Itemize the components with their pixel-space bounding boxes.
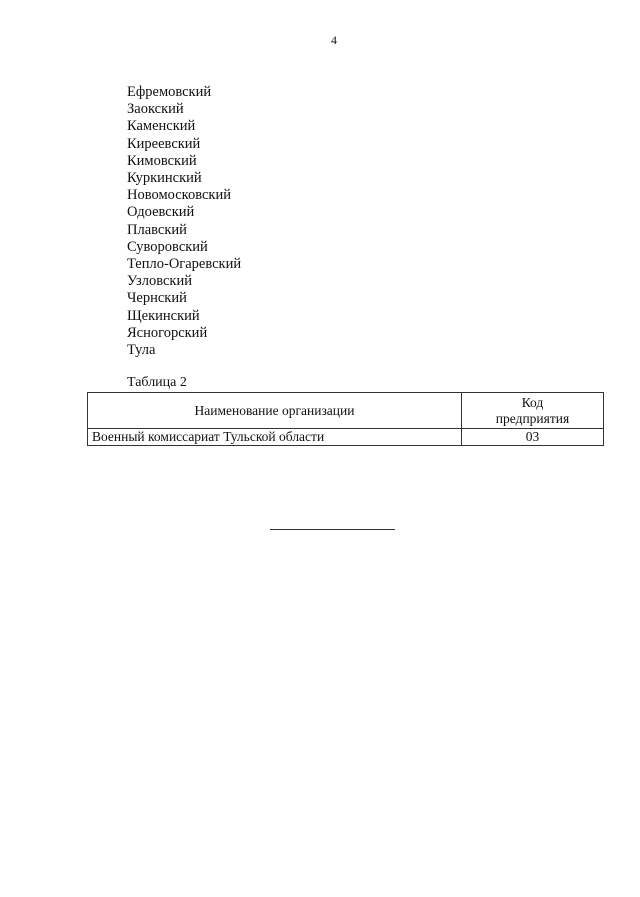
table-header-row xyxy=(88,393,604,429)
district-item: Суворовский xyxy=(127,238,208,255)
district-item: Узловский xyxy=(127,273,192,290)
enterprise-code-cell: 03 xyxy=(462,429,604,446)
header-code-line2: предприятия xyxy=(495,410,570,426)
table-row xyxy=(88,429,604,446)
header-code-line1: Код xyxy=(521,394,544,410)
header-organization-name: Наименование организации xyxy=(88,393,462,429)
district-item: Куркинский xyxy=(127,170,202,187)
district-item: Чернский xyxy=(127,290,187,307)
district-item: Одоевский xyxy=(127,204,195,221)
page-number: 4 xyxy=(331,33,337,47)
organization-table xyxy=(87,392,604,446)
district-item: Ясногорский xyxy=(127,324,208,341)
district-item: Кимовский xyxy=(127,152,197,169)
district-item: Заокский xyxy=(127,101,184,118)
header-enterprise-code xyxy=(462,393,604,429)
district-item: Новомосковский xyxy=(127,187,231,204)
district-item: Щекинский xyxy=(127,307,200,324)
end-divider-line xyxy=(270,529,395,530)
district-item: Тула xyxy=(127,342,156,359)
district-item: Киреевский xyxy=(127,135,201,152)
district-item: Ефремовский xyxy=(127,84,212,100)
district-item: Плавский xyxy=(127,221,187,238)
table-caption: Таблица 2 xyxy=(127,375,187,390)
district-item: Тепло-Огаревский xyxy=(127,256,242,273)
organization-name-cell: Военный комиссариат Тульской области xyxy=(88,429,462,446)
district-item: Каменский xyxy=(127,118,196,135)
district-list xyxy=(127,84,241,359)
